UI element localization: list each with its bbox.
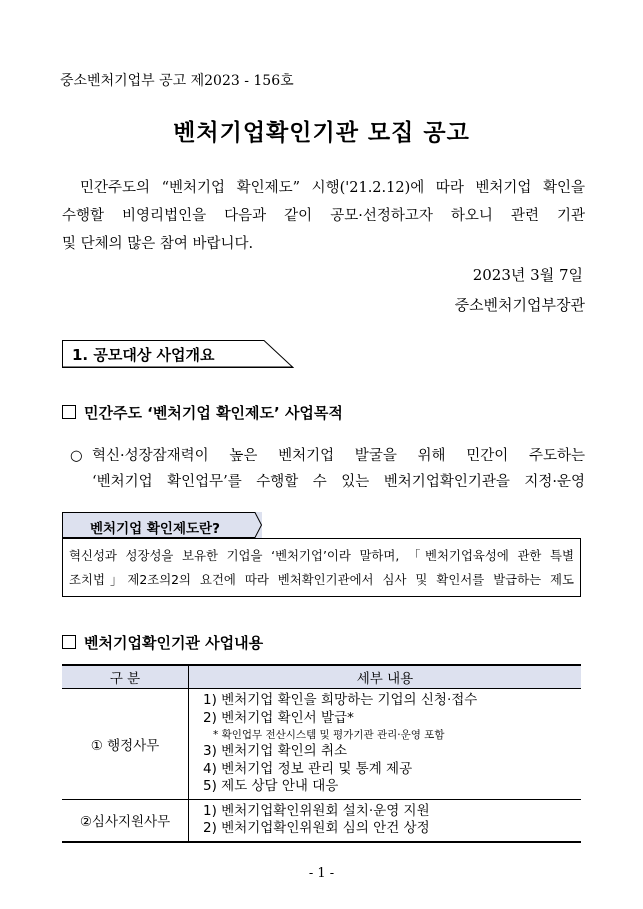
purpose-heading-text: 민간주도 ‘벤처기업 확인제도’ 사업목적 — [84, 404, 343, 422]
table-row — [62, 689, 581, 800]
business-table — [62, 664, 581, 843]
section-heading — [62, 340, 294, 368]
table-category: ① 행정사무 — [62, 689, 189, 800]
definition-label — [62, 512, 262, 538]
intro-paragraph — [62, 174, 585, 258]
intro-line: 및 단체의 많은 참여 바랍니다. — [62, 236, 254, 252]
detail-item: 2) 벤처기업 확인서 발급* — [203, 709, 354, 726]
issuer: 중소벤처기업부장관 — [454, 296, 585, 314]
detail-item: 1) 벤처기업 확인을 희망하는 기업의 신청·접수 — [203, 692, 478, 708]
detail-item: 5) 제도 상담 안내 대응 — [203, 778, 339, 794]
definition-text: 조치법」제2조의2의 요건에 따라 벤처확인기관에서 심사 및 확인서를 발급하는 제도 — [69, 572, 574, 587]
table-category: ②심사지원사무 — [62, 799, 189, 842]
document-title: 벤처기업확인기관 모집 공고 — [173, 120, 470, 146]
notice-number: 중소벤처기업부 공고 제2023 - 156호 — [60, 73, 294, 89]
detail-note: * 확인업무 전산시스템 및 평가기관 관리·운영 포함 — [213, 729, 445, 741]
table-header-row — [62, 665, 581, 689]
table-header: 구 분 — [62, 665, 189, 689]
definition-text: 혁신성과 성장성을 보유한 기업을 ‘벤처기업’이라 말하며, 「벤처기업육성에 관한 특별 — [69, 548, 574, 563]
square-bullet-icon — [62, 405, 76, 419]
detail-item: 2) 벤처기업확인위원회 심의 안건 상정 — [203, 820, 430, 836]
purpose-heading — [62, 402, 343, 423]
section-heading-text: 1. 공모대상 사업개요 — [72, 346, 215, 364]
table-detail — [189, 689, 582, 800]
purpose-bullet — [70, 443, 585, 495]
square-bullet-icon — [62, 635, 76, 649]
detail-item: 3) 벤처기업 확인의 취소 — [203, 743, 348, 759]
table-detail — [189, 799, 582, 842]
bullet-text: 혁신·성장잠재력이 높은 벤처기업 발굴을 위해 민간이 주도하는 — [92, 448, 585, 464]
definition-label-text: 벤처기업 확인제도란? — [90, 521, 220, 537]
circle-bullet-icon: ○ — [70, 448, 83, 464]
notice-date: 2023년 3월 7일 — [472, 266, 583, 284]
bullet-text: ‘벤처기업 확인업무’를 수행할 수 있는 벤처기업확인기관을 지정·운영 — [92, 474, 585, 490]
page-number: - 1 - — [308, 866, 335, 881]
table-header: 세부 내용 — [189, 665, 582, 689]
definition-box — [62, 538, 581, 597]
intro-line: 민간주도의 “벤처기업 확인제도” 시행('21.2.12)에 따라 벤처기업 확인을 — [80, 180, 585, 196]
business-heading — [62, 632, 263, 653]
detail-item: 1) 벤처기업확인위원회 설치·운영 지원 — [203, 802, 430, 819]
intro-line: 수행할 비영리법인을 다음과 같이 공모·선정하고자 하오니 관련 기관 — [62, 208, 585, 224]
table-row — [62, 799, 581, 842]
business-heading-text: 벤처기업확인기관 사업내용 — [84, 634, 264, 652]
detail-item: 4) 벤처기업 정보 관리 및 통계 제공 — [203, 760, 413, 777]
